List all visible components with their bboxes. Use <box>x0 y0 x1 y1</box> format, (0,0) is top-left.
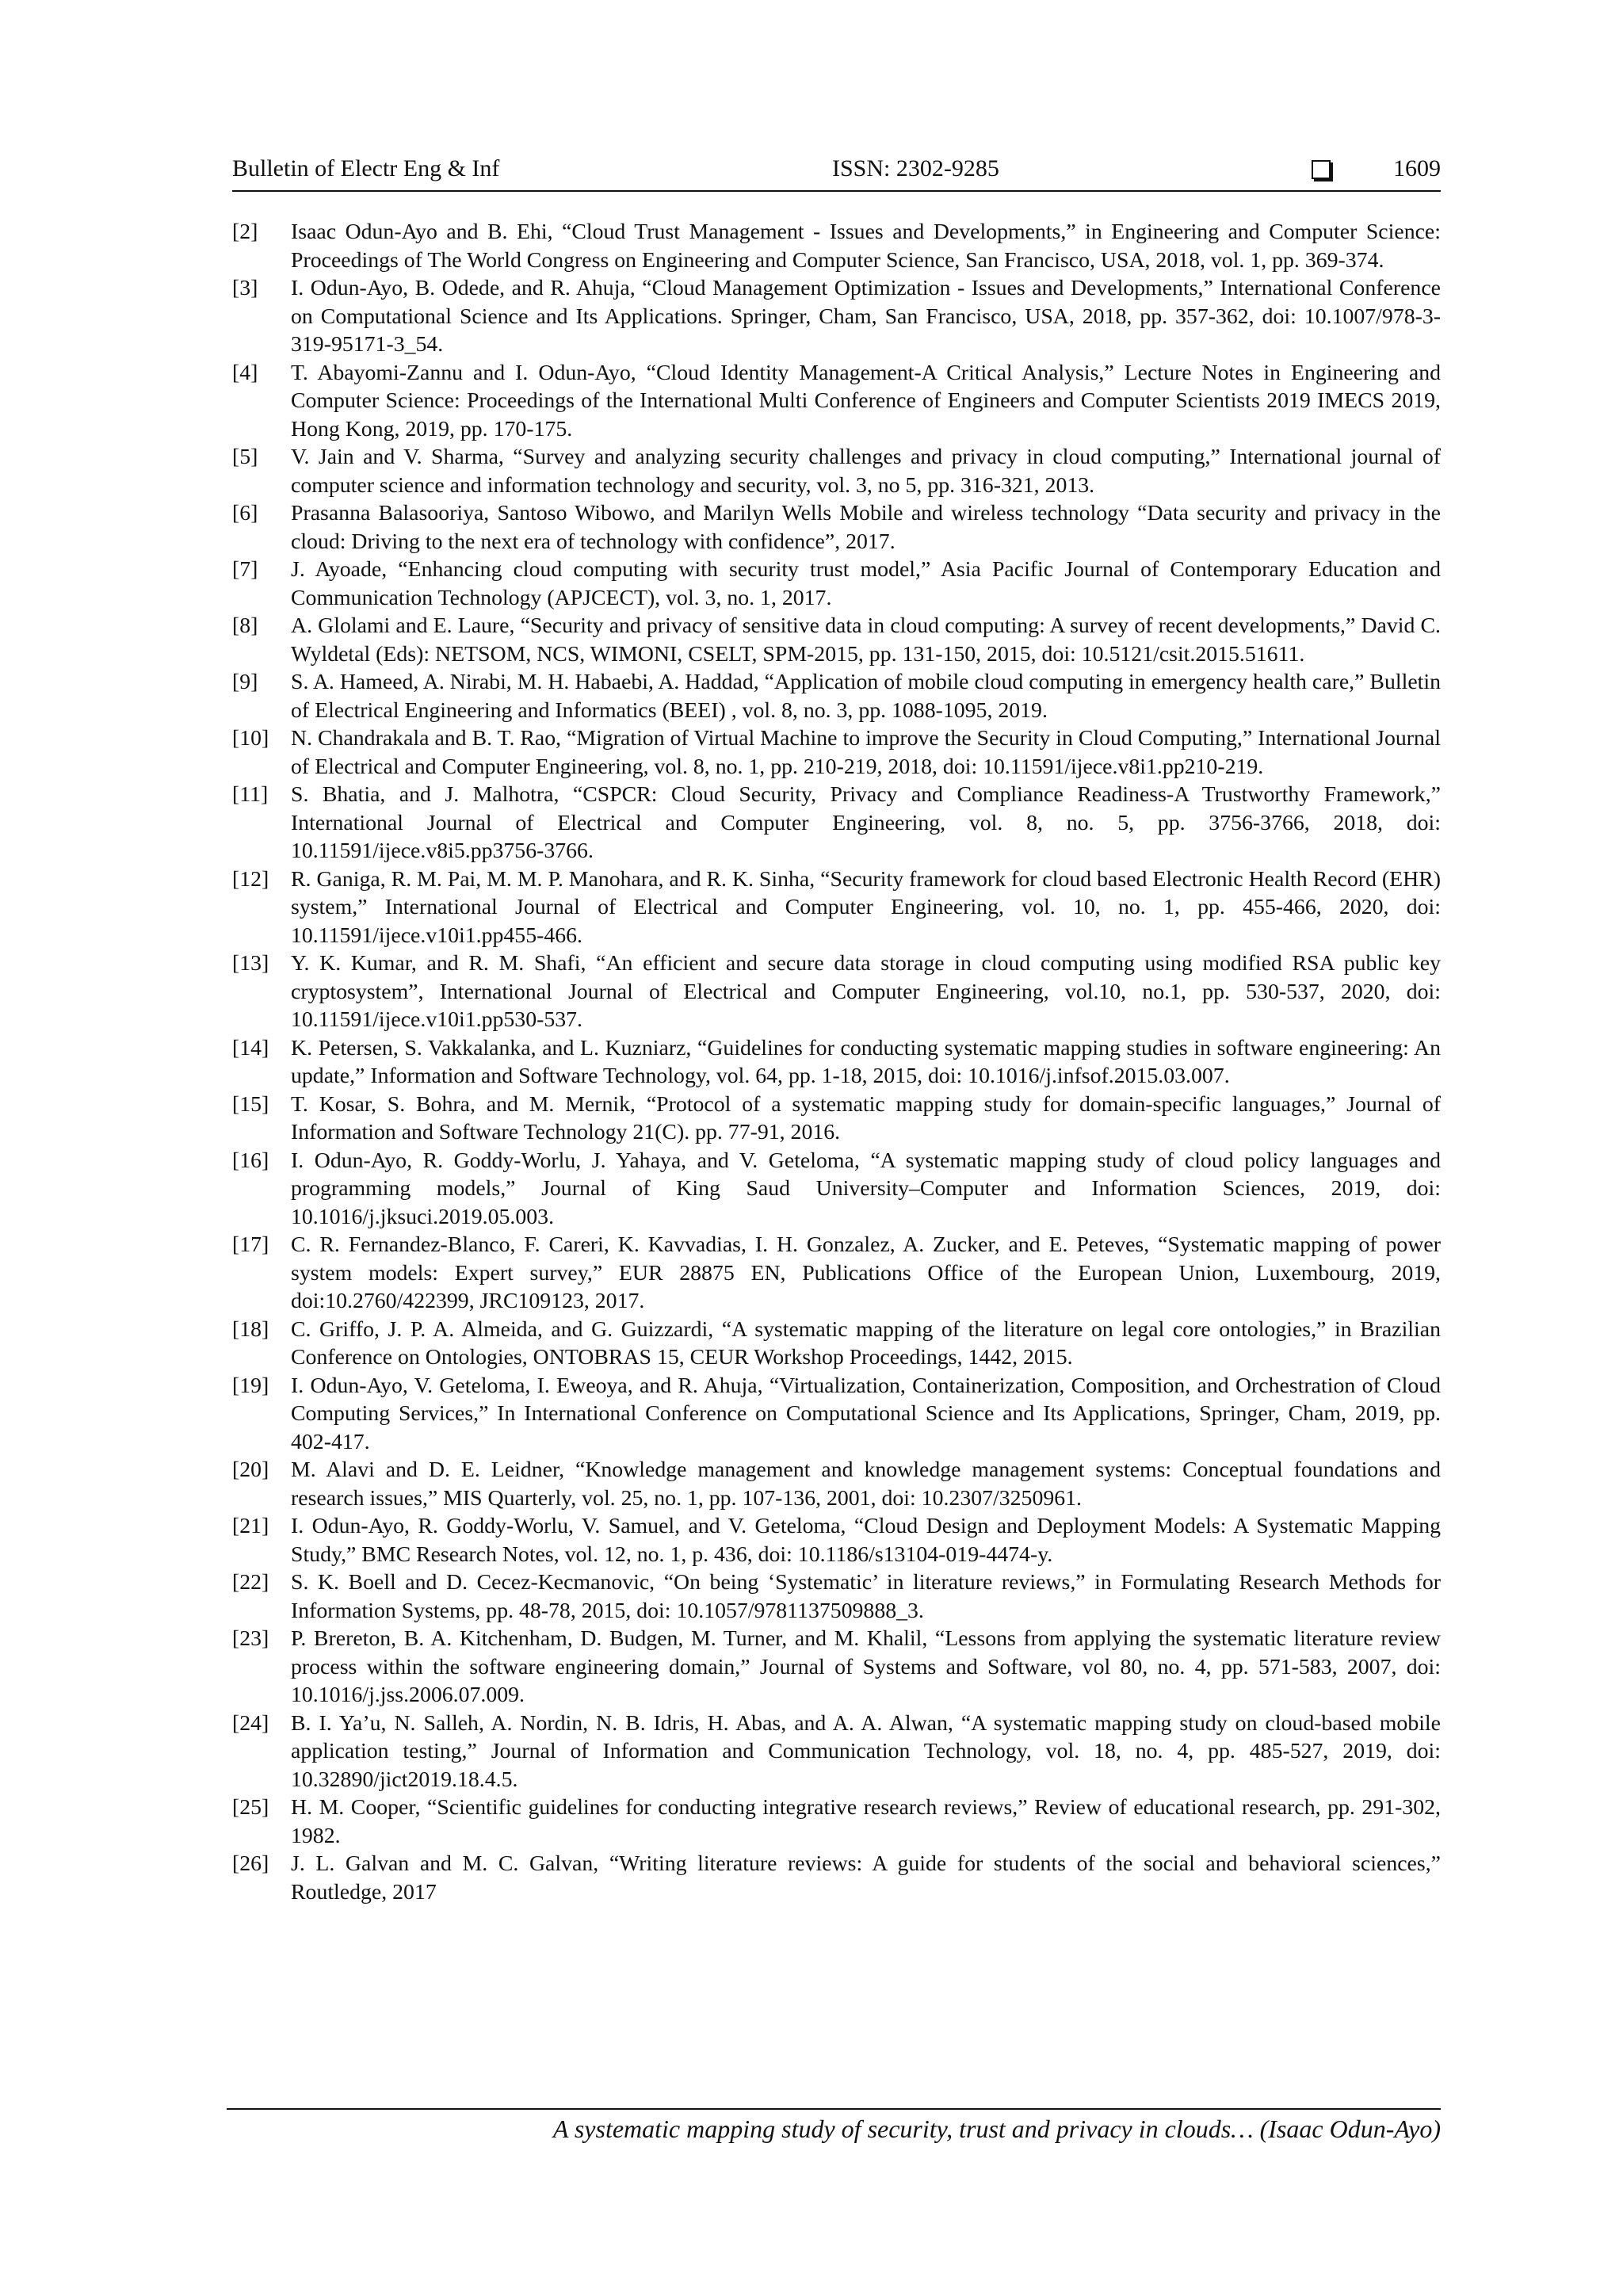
reference-text: I. Odun-Ayo, R. Goddy-Worlu, J. Yahaya, and V. Geteloma, “A systematic mapping study of cloud policy languages and programming models,” Journal of King Saud University–Computer and Information Sciences, 2019, doi: 10.1016/j.jksuci.2019.05.003. <box>291 1148 1441 1229</box>
journal-name: Bulletin of Electr Eng & Inf <box>232 155 500 181</box>
reference-number: [7] <box>232 557 258 582</box>
reference-item <box>232 1372 1441 1457</box>
reference-text: A. Glolami and E. Laure, “Security and privacy of sensitive data in cloud computing: A survey of recent developments,” David C. Wyldetal (Eds): NETSOM, NCS, WIMONI, CSELT, SPM-2015, pp. 131-150, 2015, doi: 10.5121/csit.2015.51611. <box>291 613 1441 667</box>
reference-text: J. L. Galvan and M. C. Galvan, “Writing literature reviews: A guide for students of the social and behavioral sciences,” Routledge, 2017 <box>291 1851 1441 1904</box>
reference-text: Y. K. Kumar, and R. M. Shafi, “An efficient and secure data storage in cloud computing using modified RSA public key cryptosystem”, International Journal of Electrical and Computer Engineering, vol.10, no.1, pp. 530-537, 2020, doi: 10.11591/ijece.v10i1.pp530-537. <box>291 951 1441 1032</box>
reference-text: S. A. Hameed, A. Nirabi, M. H. Habaebi, A. Haddad, “Application of mobile cloud computing in emergency health care,” Bulletin of Electrical Engineering and Informatics (BEEI) , vol. 8, no. 3, pp. 1088-1095, 2019. <box>291 670 1441 723</box>
reference-item <box>232 443 1441 499</box>
reference-item <box>232 1034 1441 1091</box>
reference-item <box>232 724 1441 781</box>
reference-text: C. Griffo, J. P. A. Almeida, and G. Guizzardi, “A systematic mapping of the literature on legal core ontologies,” in Brazilian Conference on Ontologies, ONTOBRAS 15, CEUR Workshop Proceedings, 1442, 2015. <box>291 1316 1441 1370</box>
issn: ISSN: 2302-9285 <box>832 155 999 181</box>
reference-number: [9] <box>232 670 258 694</box>
reference-number: [17] <box>232 1232 269 1257</box>
reference-number: [23] <box>232 1626 269 1651</box>
reference-item <box>232 359 1441 444</box>
reference-number: [15] <box>232 1091 269 1117</box>
reference-text: V. Jain and V. Sharma, “Survey and analyzing security challenges and privacy in cloud computing,” International journal of computer science and information technology and security, vol. 3, no 5, pp. 316-321, 2013. <box>291 445 1441 498</box>
reference-number: [13] <box>232 951 269 976</box>
reference-number: [25] <box>232 1795 269 1820</box>
reference-number: [4] <box>232 360 258 385</box>
reference-text: H. M. Cooper, “Scientific guidelines for conducting integrative research reviews,” Review of educational research, pp. 291-302, 1982. <box>291 1795 1441 1848</box>
reference-text: Isaac Odun-Ayo and B. Ehi, “Cloud Trust Management - Issues and Developments,” in Engineering and Computer Science: Proceedings of The World Congress on Engineering and Computer Science, San Francisco, USA, 2018, vol. 1, pp. 369-374. <box>291 220 1441 273</box>
reference-text: R. Ganiga, R. M. Pai, M. M. P. Manohara, and R. K. Sinha, “Security framework for cloud based Electronic Health Record (EHR) system,” International Journal of Electrical and Computer Engineering, vol. 10, no. 1, pp. 455-466, 2020, doi: 10.11591/ijece.v10i1.pp455-466. <box>291 866 1441 948</box>
reference-number: [19] <box>232 1373 269 1398</box>
reference-item <box>232 1568 1441 1625</box>
reference-number: [3] <box>232 276 258 300</box>
reference-text: S. Bhatia, and J. Malhotra, “CSPCR: Cloud Security, Privacy and Compliance Readiness-A Trustworthy Framework,” International Journal of Electrical and Computer Engineering, vol. 8, no. 5, pp. 3756-3766, 2018, doi: 10.11591/ijece.v8i5.pp3756-3766. <box>291 782 1441 863</box>
reference-number: [26] <box>232 1851 269 1876</box>
reference-item <box>232 865 1441 950</box>
reference-number: [14] <box>232 1035 269 1060</box>
reference-item <box>232 1231 1441 1316</box>
reference-item <box>232 218 1441 274</box>
page-header <box>232 155 1441 190</box>
reference-item <box>232 949 1441 1034</box>
reference-text: T. Abayomi-Zannu and I. Odun-Ayo, “Cloud Identity Management-A Critical Analysis,” Lecture Notes in Engineering and Computer Science: Proceedings of the International Multi Conference of Engineers and Computer Scientists 2019 IMECS 2019, Hong Kong, 2019, pp. 170-175. <box>291 360 1441 441</box>
reference-text: I. Odun-Ayo, R. Goddy-Worlu, V. Samuel, and V. Geteloma, “Cloud Design and Deployment Models: A Systematic Mapping Study,” BMC Research Notes, vol. 12, no. 1, p. 436, doi: 10.1186/s13104-019-4474-y. <box>291 1514 1441 1567</box>
reference-item <box>232 1456 1441 1512</box>
reference-text: N. Chandrakala and B. T. Rao, “Migration of Virtual Machine to improve the Security in Cloud Computing,” International Journal of Electrical and Computer Engineering, vol. 8, no. 1, pp. 210-219, 2018, doi: 10.11591/ijece.v8i1.pp210-219. <box>291 726 1441 779</box>
reference-number: [18] <box>232 1316 269 1342</box>
reference-text: T. Kosar, S. Bohra, and M. Mernik, “Protocol of a systematic mapping study for domain-specific languages,” Journal of Information and Software Technology 21(C). pp. 77-91, 2016. <box>291 1091 1441 1144</box>
reference-text: J. Ayoade, “Enhancing cloud computing with security trust model,” Asia Pacific Journal of Contemporary Education and Communication Technology (APJCECT), vol. 3, no. 1, 2017. <box>291 557 1441 610</box>
reference-text: I. Odun-Ayo, V. Geteloma, I. Eweoya, and R. Ahuja, “Virtualization, Containerization, Composition, and Orchestration of Cloud Computing Services,” In International Conference on Computational Science and Its Applications, Springer, Cham, 2019, pp. 402-417. <box>291 1373 1441 1454</box>
reference-text: B. I. Ya’u, N. Salleh, A. Nordin, N. B. Idris, H. Abas, and A. A. Alwan, “A systematic mapping study on cloud-based mobile application testing,” Journal of Information and Communication Technology, vol. 18, no. 4, pp. 485-527, 2019, doi: 10.32890/jict2019.18.4.5. <box>291 1710 1441 1792</box>
reference-number: [11] <box>232 782 269 807</box>
reference-number: [12] <box>232 866 269 892</box>
reference-list <box>232 218 1441 1906</box>
reference-number: [24] <box>232 1710 269 1736</box>
reference-number: [8] <box>232 613 258 638</box>
reference-item <box>232 1512 1441 1568</box>
reference-number: [10] <box>232 726 269 751</box>
reference-text: K. Petersen, S. Vakkalanka, and L. Kuzniarz, “Guidelines for conducting systematic mapping studies in software engineering: An update,” Information and Software Technology, vol. 64, pp. 1-18, 2015, doi: 10.1016/j.infsof.2015.03.007. <box>291 1035 1441 1088</box>
reference-item <box>232 612 1441 668</box>
reference-item <box>232 1850 1441 1906</box>
page-number: 1609 <box>1393 155 1441 181</box>
reference-number: [5] <box>232 445 258 469</box>
reference-item <box>232 499 1441 556</box>
reference-item <box>232 1710 1441 1794</box>
reference-number: [16] <box>232 1148 269 1173</box>
reference-text: S. K. Boell and D. Cecez-Kecmanovic, “On being ‘Systematic’ in literature reviews,” in Formulating Research Methods for Information Systems, pp. 48-78, 2015, doi: 10.1057/9781137509888_3. <box>291 1570 1441 1623</box>
footer-divider <box>227 2108 1441 2110</box>
reference-text: Prasanna Balasooriya, Santoso Wibowo, and Marilyn Wells Mobile and wireless technology “Data security and privacy in the cloud: Driving to the next era of technology with confidence”, 2017. <box>291 501 1441 554</box>
reference-item <box>232 668 1441 724</box>
reference-item <box>232 274 1441 359</box>
reference-number: [21] <box>232 1514 269 1538</box>
header-divider <box>232 190 1441 192</box>
reference-text: C. R. Fernandez-Blanco, F. Careri, K. Kavvadias, I. H. Gonzalez, A. Zucker, and E. Peteves, “Systematic mapping of power system models: Expert survey,” EUR 28875 EN, Publications Office of the European Union, Luxembourg, 2019, doi:10.2760/422399, JRC109123, 2017. <box>291 1232 1441 1313</box>
reference-item <box>232 556 1441 612</box>
running-footer: A systematic mapping study of security, trust and privacy in clouds… (Isaac Odun-Ayo) <box>552 2115 1441 2143</box>
reference-text: M. Alavi and D. E. Leidner, “Knowledge management and knowledge management systems: Conceptual foundations and research issues,” MIS Quarterly, vol. 25, no. 1, pp. 107-136, 2001, doi: 10.2307/3250961. <box>291 1457 1441 1511</box>
reference-item <box>232 1794 1441 1850</box>
reference-item <box>232 781 1441 865</box>
square-bullet-icon <box>1312 160 1331 179</box>
reference-item <box>232 1316 1441 1372</box>
reference-item <box>232 1147 1441 1232</box>
reference-number: [22] <box>232 1570 269 1595</box>
reference-number: [2] <box>232 220 258 244</box>
reference-text: I. Odun-Ayo, B. Odede, and R. Ahuja, “Cloud Management Optimization - Issues and Developments,” International Conference on Computational Science and Its Applications. Springer, Cham, San Francisco, USA, 2018, pp. 357-362, doi: 10.1007/978-3-319-95171-3_54. <box>291 276 1441 357</box>
reference-item <box>232 1091 1441 1147</box>
reference-number: [6] <box>232 501 258 525</box>
reference-text: P. Brereton, B. A. Kitchenham, D. Budgen, M. Turner, and M. Khalil, “Lessons from applying the systematic literature review process within the software engineering domain,” Journal of Systems and Software, vol 80, no. 4, pp. 571-583, 2007, doi: 10.1016/j.jss.2006.07.009. <box>291 1626 1441 1707</box>
reference-number: [20] <box>232 1457 269 1482</box>
reference-item <box>232 1625 1441 1710</box>
